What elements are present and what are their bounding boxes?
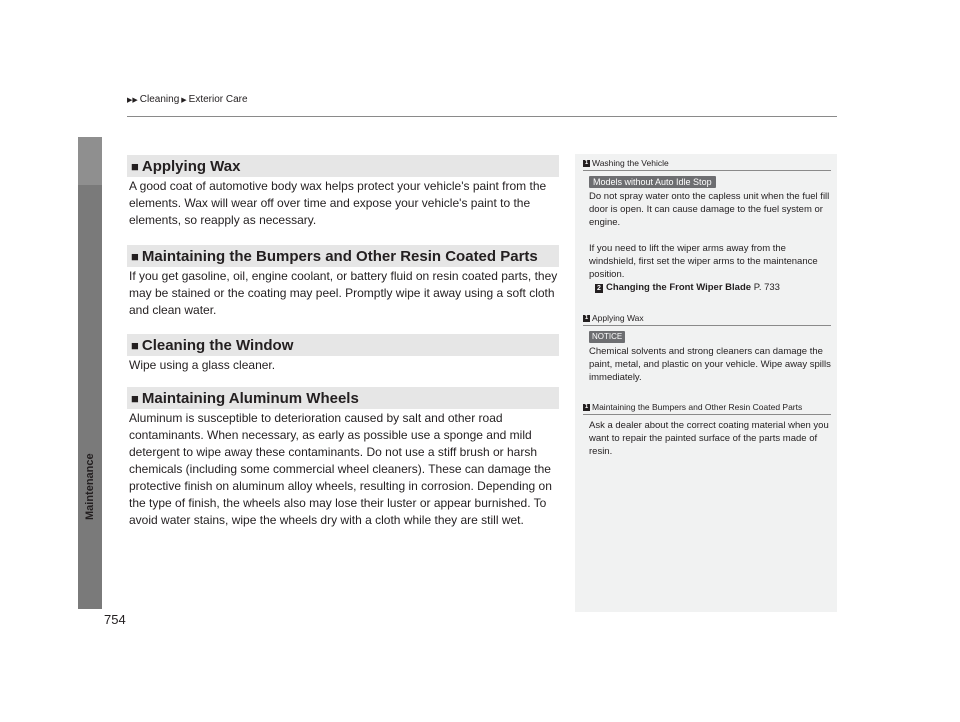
sidebar-tab-highlight <box>78 137 102 185</box>
paragraph-wheels: Aluminum is susceptible to deterioration caused by salt and other road contaminants. When necessary, as early as possible use a sponge and mild detergent to wipe away these contaminants. Do not use a stiff brush or harsh chemicals (including some commercial wheel cleaners). These can damage the protective finish on aluminum alloy wheels, resulting in corrosion. Depending on the type of finish, the wheels also may lose their luster or appear burnished. To avoid water stains, wipe the wheels dry with a cloth while they are still wet. <box>129 411 552 527</box>
paragraph-window: Wipe using a glass cleaner. <box>129 358 276 372</box>
cross-reference-link[interactable] <box>595 281 831 294</box>
breadcrumb-arrow-icon: ▶▶ <box>127 96 138 104</box>
note-heading <box>583 313 831 326</box>
paragraph-bumpers: If you get gasoline, oil, engine coolant, or battery fluid on resin coated parts, they may be stained or the coating may peel. Promptly wipe it away using a soft cloth and clean water. <box>129 269 558 317</box>
header-rule <box>127 116 837 117</box>
heading-square-icon: ■ <box>131 158 139 174</box>
notes-panel <box>575 154 837 612</box>
note-text: Do not spray water onto the capless unit when the fuel fill door is open. It can cause damage to the fuel system or engine. <box>589 191 830 228</box>
heading-text: Applying Wax <box>141 157 241 175</box>
page-number: 754 <box>104 612 126 627</box>
cross-reference-icon: 2 <box>595 284 603 293</box>
note-text: Ask a dealer about the correct coating material when you want to repair the painted surface of the parts made of resin. <box>589 420 829 457</box>
breadcrumb-item-cleaning[interactable]: Cleaning <box>139 94 180 105</box>
heading-square-icon: ■ <box>131 390 139 406</box>
sidebar-bar <box>78 137 102 609</box>
heading-text: Maintaining the Bumpers and Other Resin Coated Parts <box>141 247 538 265</box>
note-title: Applying Wax <box>592 313 644 323</box>
breadcrumb-arrow-icon: ▶ <box>181 96 187 104</box>
section-heading-bumpers <box>127 245 559 267</box>
note-text: Chemical solvents and strong cleaners can damage the paint, metal, and plastic on your vehicle. Wipe away spills immediately. <box>589 346 831 383</box>
note-title: Washing the Vehicle <box>592 158 669 168</box>
notice-badge: NOTICE <box>589 331 625 343</box>
paragraph-applying-wax: A good coat of automotive body wax helps protect your vehicle's paint from the elements. Wax will wear off over time and expose your vehicle's paint to the elements, so reapply as necessary. <box>129 179 547 227</box>
note-washing <box>583 158 831 294</box>
breadcrumb-item-exterior-care[interactable]: Exterior Care <box>188 94 248 105</box>
note-text: If you need to lift the wiper arms away from the windshield, first set the wiper arms to the maintenance position. <box>589 243 818 280</box>
heading-square-icon: ■ <box>131 337 139 353</box>
reference-icon: 1 <box>584 314 589 321</box>
main-content <box>127 155 559 529</box>
heading-text: Maintaining Aluminum Wheels <box>141 389 359 407</box>
note-heading <box>583 158 831 171</box>
note-bumpers <box>583 402 831 458</box>
heading-square-icon: ■ <box>131 248 139 264</box>
section-heading-wheels <box>127 387 559 409</box>
xref-page: P. 733 <box>753 282 780 293</box>
breadcrumb <box>127 94 248 105</box>
section-heading-applying-wax <box>127 155 559 177</box>
note-title: Maintaining the Bumpers and Other Resin Coated Parts <box>592 402 803 412</box>
sidebar-label: Maintenance <box>84 453 96 520</box>
xref-title: Changing the Front Wiper Blade <box>606 282 752 293</box>
model-badge: Models without Auto Idle Stop <box>589 176 716 188</box>
heading-text: Cleaning the Window <box>141 336 294 354</box>
section-heading-window <box>127 334 559 356</box>
note-heading <box>583 402 831 415</box>
note-applying-wax <box>583 313 831 384</box>
reference-icon: 1 <box>584 403 589 410</box>
reference-icon: 1 <box>584 159 589 166</box>
